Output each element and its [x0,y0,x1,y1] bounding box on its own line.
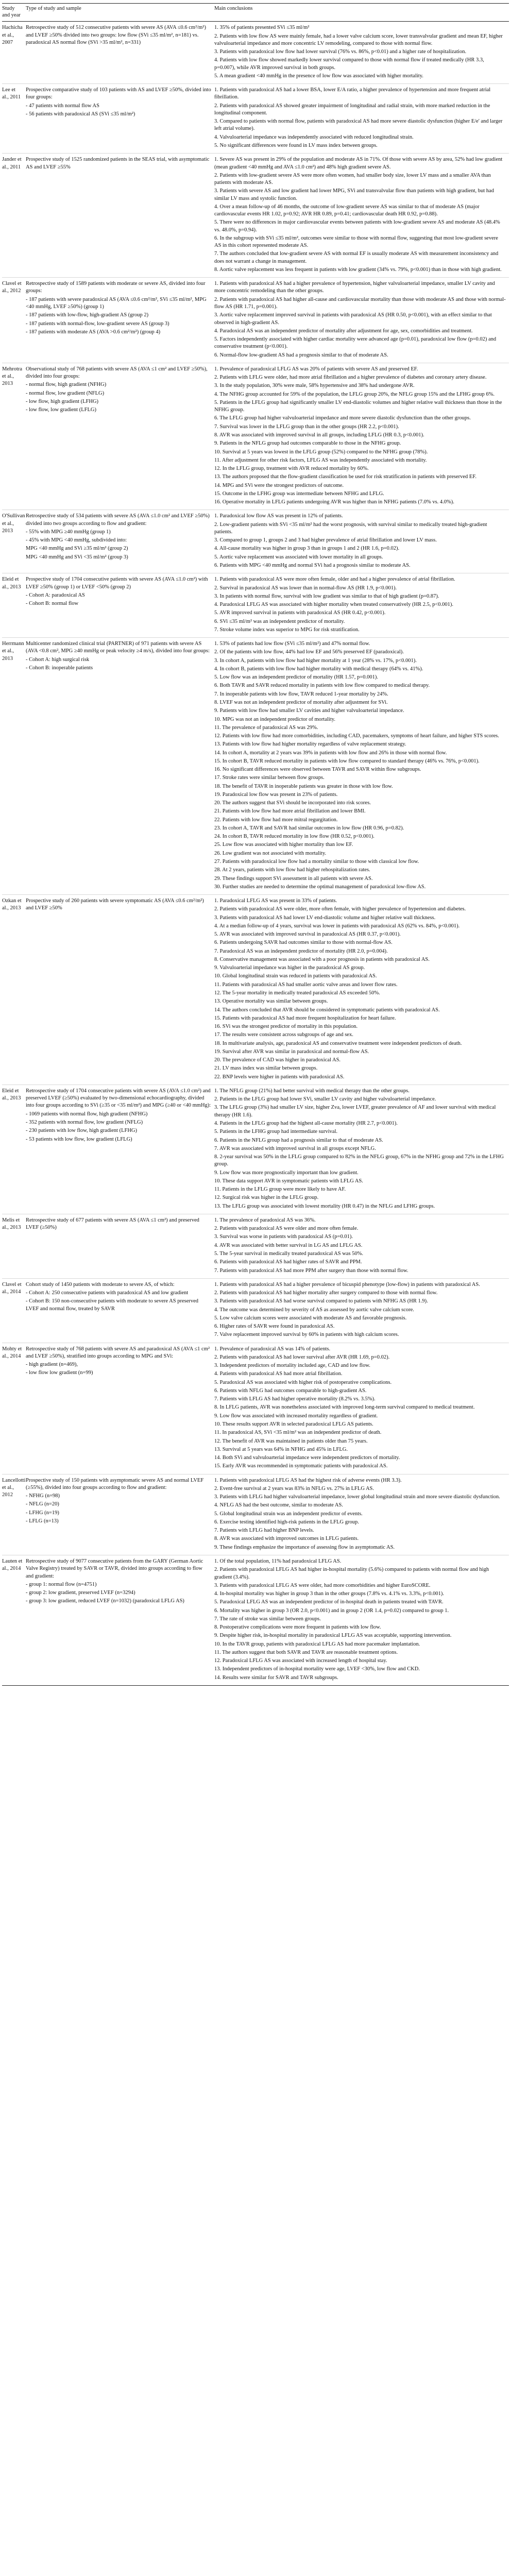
conclusion-item: 8. In LFLG patients, AVR was nonetheless associated with improved long-term survival compared to medical treatment. [214,1404,475,1411]
study-citation: Lee et al., 2011 [2,84,26,154]
study-design [26,1214,214,1278]
design-line: Prospective comparative study of 103 patients with AS and LVEF ≥50%, divided into four groups: [26,87,211,100]
study-citation: Clavel et al., 2012 [2,278,26,363]
study-conclusions [214,895,509,1085]
study-citation: Lancellotti et al., 2012 [2,1474,26,1555]
conclusion-item: 12. Paradoxical LFLG AS was associated with increased length of hospital stay. [214,1658,387,1664]
design-line: Retrospective study of 1589 patients with moderate or severe AS, divided into four groups: [26,281,206,294]
conclusion-item: 11. Patients in the LFLG group were more likely to have AF. [214,1187,346,1193]
conclusion-item: 7. In inoperable patients with low flow, TAVR reduced 1-year mortality by 24%. [214,691,388,697]
conclusion-item: 3. The LFLG group (3%) had smaller LV size, higher Zva, lower LVEF, greater prevalence of AF and lower survival with medical therapy (HR 1.6). [214,1105,496,1118]
conclusion-item: 9. Low flow was associated with increased mortality regardless of gradient. [214,1413,378,1419]
study-conclusions [214,1343,509,1474]
conclusion-item: 9. Valvuloarterial impedance was higher in the paradoxical AS group. [214,965,365,971]
design-line: - group 3: low gradient, reduced LVEF (n=1032) (paradoxical LFLG AS) [26,1598,184,1604]
design-line: - Cohort A: high surgical risk [26,656,90,663]
conclusion-item: 4. Patients with low flow showed markedly lower survival compared to those with normal flow if treated medically (HR 3.3, p=0.007), while AVR improved survival in both groups. [214,57,484,71]
design-line: MPG <40 mmHg and SVi ≥35 ml/m² (group 2) [26,546,128,552]
conclusion-item: 6. Patients with NFLG had outcomes comparable to high-gradient AS. [214,1387,367,1394]
study-design [26,1278,214,1343]
study-citation: Jander et al., 2011 [2,154,26,278]
header-type: Type of study and sample [26,4,214,22]
conclusion-item: 13. Survival at 5 years was 64% in NFHG and 45% in LFLG. [214,1446,348,1452]
design-line: Retrospective study of 677 patients with severe AS (AVA ≤1 cm²) and preserved LVEF (≥50%) [26,1217,199,1231]
design-line: - low flow, low gradient (LFLG) [26,407,96,413]
conclusion-item: 7. Patients with paradoxical AS had more PPM after surgery than those with normal flow. [214,1267,408,1274]
conclusion-item: 1. Patients with paradoxical AS had a lower BSA, lower E/A ratio, a higher prevalence of hypertension and more frequent atrial fibrillation. [214,87,491,100]
conclusion-item: 17. The results were consistent across subgroups of age and sex. [214,1032,353,1038]
study-design [26,1343,214,1474]
study-conclusions [214,1214,509,1278]
conclusion-item: 4. All-cause mortality was higher in group 3 than in groups 1 and 2 (HR 1.6, p=0.02). [214,546,400,552]
table-row [2,895,509,1085]
study-design [26,278,214,363]
conclusion-item: 5. Low flow was an independent predictor of mortality (HR 1.57, p=0.001). [214,674,378,681]
study-conclusions [214,22,509,84]
conclusion-item: 19. Survival after AVR was similar in paradoxical and normal-flow AS. [214,1048,369,1055]
design-line: - 45% with MPG <40 mmHg, subdivided into: [26,537,127,544]
conclusion-item: 3. In the study population, 30% were male, 58% hypertensive and 38% had undergone AVR. [214,383,415,389]
conclusion-item: 5. AVR improved survival in patients with paradoxical AS (HR 0.42, p<0.001). [214,610,386,616]
conclusion-item: 7. Valve replacement improved survival by 60% in patients with high calcium scores. [214,1332,399,1338]
conclusion-item: 12. In the LFLG group, treatment with AVR reduced mortality by 60%. [214,466,369,472]
conclusion-item: 10. Global longitudinal strain was reduced in patients with paradoxical AS. [214,973,377,979]
conclusion-item: 10. MPG was not an independent predictor of mortality. [214,716,335,722]
header-study: Study and year [2,4,26,22]
design-line: Cohort study of 1450 patients with moderate to severe AS, of which: [26,1281,175,1287]
conclusion-item: 7. The rate of stroke was similar between groups. [214,1616,321,1622]
conclusion-item: 5. Paradoxical AS was associated with higher risk of postoperative complications. [214,1379,392,1385]
conclusion-item: 14. Both SVi and valvuloarterial impedance were independent predictors of mortality. [214,1455,400,1461]
conclusion-item: 5. A mean gradient <40 mmHg in the presence of low flow was associated with higher mortality. [214,73,423,79]
conclusion-item: 10. In the TAVR group, patients with paradoxical LFLG AS had more pacemaker implantation. [214,1641,420,1647]
design-line: Prospective study of 1704 consecutive patients with severe AS (AVA ≤1.0 cm²) with LVEF ≥50% (group 1) or LVEF <50% (group 2) [26,577,208,590]
conclusion-item: 1. 35% of patients presented SVi ≤35 ml/m² [214,25,310,31]
design-line: - 55% with MPG ≥40 mmHg (group 1) [26,529,111,535]
conclusion-item: 1. Paradoxical low flow AS was present in 12% of patients. [214,513,343,519]
conclusion-item: 6. Mortality was higher in group 3 (OR 2.0, p<0.001) and in group 2 (OR 1.4, p=0.02) compared to group 1. [214,1607,449,1614]
conclusion-item: 9. Patients in the NFLG group had outcomes comparable to those in the NFHG group. [214,440,401,447]
conclusion-item: 14. The authors concluded that AVR should be considered in symptomatic patients with paradoxical AS. [214,1007,440,1013]
conclusion-item: 9. These findings emphasize the importance of assessing flow in asymptomatic AS. [214,1544,395,1550]
study-conclusions [214,638,509,895]
design-line: Retrospective study of 534 patients with severe AS (AVA ≤1.0 cm² and LVEF ≥50%) divided into two groups according to flow and gradient: [26,513,210,527]
design-line: - 56 patients with paradoxical AS (SVi ≤35 ml/m²) [26,111,135,117]
conclusion-item: 2. Patients in the LFLG group had lower SVi, smaller LV cavity and higher valvuloarterial impedance. [214,1096,436,1103]
conclusion-item: 30. Further studies are needed to determine the optimal management of paradoxical low-flow AS. [214,884,426,890]
study-citation: Mehrotra et al., 2013 [2,363,26,510]
conclusion-item: 5. Paradoxical LFLG AS was an independent predictor of in-hospital death in patients treated with TAVR. [214,1599,444,1605]
study-citation: Ozkan et al., 2013 [2,895,26,1085]
design-line: - Cohort A: 250 consecutive patients with paradoxical AS and low gradient [26,1290,189,1296]
conclusion-item: 26. Low gradient was not associated with mortality. [214,850,327,856]
conclusion-item: 1. Severe AS was present in 29% of the population and moderate AS in 71%. Of those with severe AS by area, 52% had low gradient (mean gradient <40 mmHg and AVA ≤1.0 cm²) and 48% high gradient severe AS. [214,157,503,170]
conclusion-item: 1. The prevalence of paradoxical AS was 36%. [214,1217,316,1223]
conclusion-item: 7. Patients with LFLG AS had higher operative mortality (8.2% vs. 3.5%). [214,1396,376,1402]
table-row [2,510,509,573]
conclusion-item: 4. At a median follow-up of 4 years, survival was lower in patients with paradoxical AS (62% vs. 84%, p<0.001). [214,923,460,929]
table-row [2,1343,509,1474]
conclusion-item: 16. Operative mortality in LFLG patients undergoing AVR was higher than in NFHG patients (7.0% vs. 4.0%). [214,499,454,505]
conclusion-item: 20. The prevalence of CAD was higher in paradoxical AS. [214,1057,341,1063]
conclusion-item: 8. 2-year survival was 50% in the LFLG group compared to 82% in the NFLG group, 67% in the NFHG group and 72% in the LFHG group. [214,1154,504,1167]
conclusion-item: 2. Patients with low-gradient severe AS were more often women, had smaller body size, lower LV mass and a smaller AVA than patients with moderate AS. [214,172,491,186]
conclusion-item: 8. LVEF was not an independent predictor of mortality after adjustment for SVi. [214,699,388,705]
conclusion-item: 5. Low valve calcium scores were associated with moderate AS and favorable prognosis. [214,1315,407,1321]
design-line: Multicenter randomized clinical trial (PARTNER) of 971 patients with severe AS (AVA <0.8 cm², MPG ≥40 mmHg or peak velocity ≥4 m/s), divided into four groups: [26,641,210,654]
conclusion-item: 3. Patients with paradoxical AS had worse survival compared to patients with NFHG AS (HR 1.9). [214,1298,428,1304]
conclusion-item: 2. Event-free survival at 2 years was 83% in NFLG vs. 27% in LFLG AS. [214,1485,374,1492]
study-citation: Eleid et al., 2013 [2,573,26,638]
study-conclusions [214,363,509,510]
design-line: Prospective study of 260 patients with severe symptomatic AS (AVA ≤0.6 cm²/m²) and LVEF ≥50% [26,898,204,911]
conclusion-item: 5. AVR was associated with improved survival in paradoxical AS (HR 0.37, p<0.001). [214,931,401,938]
conclusion-item: 1. 53% of patients had low flow (SVi ≤35 ml/m²) and 47% normal flow. [214,641,370,647]
study-design [26,510,214,573]
design-line: Retrospective study of 512 consecutive patients with severe AS (AVA ≤0.6 cm²/m²) and LVEF ≥50% divided into two groups: low flow (SVi ≤35 ml/m², n=181) vs. paradoxical AS normal flow (SVi >35 ml/m², n=331) [26,25,206,45]
conclusion-item: 28. At 2 years, patients with low flow had higher rehospitalization rates. [214,867,370,873]
conclusion-item: 12. Patients with low flow had more comorbidities, including CAD, pacemakers, symptoms of heart failure, and higher STS scores. [214,733,499,739]
conclusion-item: 7. Paradoxical AS was an independent predictor of mortality (HR 2.0, p=0.004). [214,948,388,954]
table-row [2,1555,509,1686]
study-citation: Mohty et al., 2014 [2,1343,26,1474]
conclusion-item: 11. After adjustment for other risk factors, LFLG AS was independently associated with mortality. [214,457,427,463]
conclusion-item: 12. The benefit of AVR was maintained in patients older than 75 years. [214,1438,368,1444]
design-line: - NFLG (n=20) [26,1501,59,1507]
study-design [26,84,214,154]
conclusion-item: 6. Both TAVR and SAVR reduced mortality in patients with low flow compared to medical therapy. [214,683,430,689]
conclusion-item: 6. Higher rates of SAVR were found in paradoxical AS. [214,1324,335,1330]
conclusion-item: 14. MPG and SVi were the strongest predictors of outcome. [214,482,344,488]
conclusion-item: 10. These data support AVR in symptomatic patients with LFLG AS. [214,1178,363,1184]
conclusion-item: 11. Patients with paradoxical AS had smaller aortic valve areas and lower flow rates. [214,981,398,988]
conclusion-item: 7. Patients with LFLG had higher BNP levels. [214,1528,314,1534]
study-design [26,1474,214,1555]
conclusion-item: 7. Stroke volume index was superior to MPG for risk stratification. [214,626,360,633]
conclusion-item: 2. Of the patients with low flow, 44% had low EF and 56% preserved EF (paradoxical). [214,649,404,655]
conclusion-item: 13. The LFLG group was associated with lowest mortality (HR 0.47) in the NFLG and LFHG groups. [214,1203,435,1209]
conclusion-item: 13. Independent predictors of in-hospital mortality were age, LVEF <30%, low flow and CKD. [214,1666,420,1672]
conclusion-item: 22. Patients with low flow had more mitral regurgitation. [214,817,338,823]
design-line: Retrospective study of 768 patients with severe AS and paradoxical AS (AVA ≤1 cm² and LVEF ≥50%), stratified into groups according to MPG and SVi: [26,1346,210,1359]
design-line: - Cohort B: inoperable patients [26,665,93,671]
conclusion-item: 1. Of the total population, 11% had paradoxical LFLG AS. [214,1558,342,1564]
conclusion-item: 19. Paradoxical low flow was present in 23% of patients. [214,791,338,798]
design-line: - normal flow, low gradient (NFLG) [26,390,105,396]
conclusion-item: 7. The authors concluded that low-gradient severe AS with normal EF is usually moderate AS with measurement inconsistency and does not warrant a change in management. [214,251,499,264]
design-line: - 187 patients with low-flow, high-gradient AS (group 2) [26,312,149,318]
conclusion-item: 13. Operative mortality was similar between groups. [214,998,328,1005]
table-row [2,84,509,154]
table-body [2,22,509,1686]
conclusion-item: 4. Patients in the LFLG group had the highest all-cause mortality (HR 2.7, p<0.001). [214,1120,398,1126]
conclusion-item: 2. Low-gradient patients with SVi <35 ml/m² had the worst prognosis, with survival similar to medically treated high-gradient patients. [214,521,487,535]
conclusion-item: 7. AVR was associated with improved survival in all groups except NFLG. [214,1145,376,1151]
conclusion-item: 15. Outcome in the LFHG group was intermediate between NFHG and LFLG. [214,490,384,497]
study-design [26,573,214,638]
conclusion-item: 6. Patients in the NFLG group had a prognosis similar to that of moderate AS. [214,1137,383,1143]
conclusion-item: 3. In cohort A, patients with low flow had higher mortality at 1 year (28% vs. 17%, p<0.001). [214,657,417,664]
study-conclusions [214,573,509,638]
design-line: - normal flow, high gradient (NFHG) [26,382,107,388]
conclusion-item: 6. The LFLG group had higher valvuloarterial impedance and more severe diastolic dysfunction than the other groups. [214,415,471,421]
conclusion-item: 3. Aortic valve replacement improved survival in patients with paradoxical AS (HR 0.50, p<0.001), with an effect similar to that observed in high-gradient AS. [214,312,492,326]
conclusion-item: 8. AVR was associated with improved outcomes in LFLG patients. [214,1536,359,1542]
study-citation: Clavel et al., 2014 [2,1278,26,1343]
conclusion-item: 3. In patients with normal flow, survival with low gradient was similar to that of high gradient (p=0.87). [214,593,439,599]
conclusion-item: 1. Patients with paradoxical AS were more often female, older and had a higher prevalence of atrial fibrillation. [214,577,455,583]
conclusion-item: 4. In cohort B, patients with low flow had higher mortality with medical therapy (64% vs. 41%). [214,666,423,672]
design-line: - group 1: normal flow (n=4751) [26,1581,97,1587]
study-citation: Hachicha et al., 2007 [2,22,26,84]
design-line: - Cohort A: paradoxical AS [26,592,85,598]
conclusion-item: 4. AVR was associated with better survival in LG AS and LFLG AS. [214,1242,363,1248]
conclusion-item: 1. Patients with paradoxical AS had a higher prevalence of hypertension, higher valvuloarterial impedance, smaller LV cavity and more concentric remodeling than the other groups. [214,281,495,294]
conclusion-item: 2. Patients with paradoxical LFLG AS had higher in-hospital mortality (5.6%) compared to patients with normal flow and high gradient (3.4%). [214,1567,489,1580]
design-line: - LFHG (n=19) [26,1510,59,1516]
table-row [2,278,509,363]
conclusion-item: 3. Patients with paradoxical low flow had lower survival (76% vs. 86%, p<0.01) and a higher rate of hospitalization. [214,49,467,55]
study-design [26,638,214,895]
design-line: - Cohort B: 150 non-consecutive patients with moderate to severe AS preserved LVEF and normal flow, treated by SAVR [26,1298,199,1312]
conclusion-item: 6. Patients undergoing SAVR had outcomes similar to those with normal-flow AS. [214,940,393,946]
conclusion-item: 10. Survival at 5 years was lowest in the LFLG group (52%) compared to the NFHG group (78%). [214,449,428,455]
conclusion-item: 6. Patients with paradoxical AS had higher rates of SAVR and PPM. [214,1259,362,1265]
conclusion-item: 11. The authors suggest that both SAVR and TAVR are reasonable treatment options. [214,1649,398,1655]
design-line: - low flow low gradient (n=99) [26,1370,93,1376]
conclusion-item: 4. In-hospital mortality was higher in group 3 than in the other groups (7.8% vs. 4.1% vs. 3.3%, p<0.001). [214,1591,444,1597]
study-conclusions [214,1555,509,1686]
conclusion-item: 8. AVR was associated with improved survival in all groups, including LFLG (HR 0.3, p<0.001). [214,432,424,438]
design-line: - 187 patients with moderate AS (AVA >0.6 cm²/m²) (group 4) [26,329,161,335]
conclusion-item: 22. BNP levels were higher in patients with paradoxical AS. [214,1074,345,1080]
conclusion-item: 4. The NFHG group accounted for 59% of the population, the LFLG group 20%, the NFLG group 15% and the LFHG group 6%. [214,391,495,397]
conclusion-item: 3. Patients with LFLG had higher valvuloarterial impedance, lower global longitudinal strain and more severe diastolic dysfunction. [214,1494,500,1500]
study-design [26,154,214,278]
study-citation: Herrmann et al., 2013 [2,638,26,895]
conclusion-item: 1. Patients with paradoxical AS had a higher prevalence of bicuspid phenotype (low-flow) in patients with paradoxical AS. [214,1281,480,1287]
conclusion-item: 2. Patients with paradoxical AS were older, more often female, with higher prevalence of hypertension and diabetes. [214,906,466,912]
design-line: MPG <40 mmHg and SVi <35 ml/m² (group 3) [26,554,128,560]
study-design [26,1555,214,1686]
table-row [2,1474,509,1555]
conclusion-item: 3. Patients with paradoxical LFLG AS were older, had more comorbidities and higher EuroSCORE. [214,1582,431,1588]
conclusion-item: 2. Patients with LFLG were older, had more atrial fibrillation and a higher prevalence of diabetes and coronary artery disease. [214,375,487,381]
design-line: - 187 patients with normal-flow, low-gradient severe AS (group 3) [26,320,169,327]
study-conclusions [214,510,509,573]
design-line: - 1069 patients with normal flow, high gradient (NFHG) [26,1111,148,1117]
conclusion-item: 12. The 5-year mortality in medically treated paradoxical AS exceeded 50%. [214,990,380,996]
conclusion-item: 2. Survival in paradoxical AS was lower than in normal-flow AS (HR 1.9, p<0.001). [214,585,397,591]
conclusion-item: 3. Patients with paradoxical AS had lower LV end-diastolic volume and higher relative wall thickness. [214,914,436,921]
conclusion-item: 27. Patients with paradoxical low flow had a mortality similar to those with classical low flow. [214,859,419,865]
conclusion-item: 17. Stroke rates were similar between flow groups. [214,775,325,781]
conclusion-item: 16. SVi was the strongest predictor of mortality in this population. [214,1024,358,1030]
conclusion-item: 2. Patients with paradoxical AS had higher all-cause and cardiovascular mortality than those with moderate AS and those with normal-flow AS (HR 1.71, p=0.001). [214,296,506,310]
conclusion-item: 6. Patients with MPG <40 mmHg and normal SVi had a prognosis similar to moderate AS. [214,562,411,568]
study-citation: Eleid et al., 2013 [2,1084,26,1214]
conclusion-item: 23. In cohort A, TAVR and SAVR had similar outcomes in low flow (HR 0.96, p=0.82). [214,825,404,831]
table-row [2,22,509,84]
design-line: - 352 patients with normal flow, low gradient (NFLG) [26,1119,143,1125]
conclusion-item: 5. No significant differences were found in LV mass index between groups. [214,142,378,148]
table-row [2,363,509,510]
conclusion-item: 6. Exercise testing identified high-risk patients in the LFLG group. [214,1519,359,1525]
conclusion-item: 21. Patients with low flow had more atrial fibrillation and lower BMI. [214,808,366,815]
conclusion-item: 11. The prevalence of paradoxical AS was 29%. [214,724,318,731]
header-conclusions: Main conclusions [214,4,509,22]
conclusion-item: 5. Global longitudinal strain was an independent predictor of events. [214,1511,363,1517]
design-line: Retrospective study of 1704 consecutive patients with severe AS (AVA ≤1.0 cm²) and preserved LVEF (≥50%) evaluated by two-dimensional echocardiography, divided into four groups according to SVi (≥35 or <35 ml/m²) and MPG (≥40 or <40 mmHg): [26,1088,211,1109]
conclusion-item: 20. The authors suggest that SVi should be incorporated into risk scores. [214,800,371,806]
study-conclusions [214,1474,509,1555]
table-row [2,154,509,278]
study-conclusions [214,84,509,154]
table-row [2,573,509,638]
conclusion-item: 1. The NFLG group (21%) had better survival with medical therapy than the other groups. [214,1088,410,1094]
conclusion-item: 29. These findings support SVi assessment in all patients with severe AS. [214,875,373,882]
conclusion-item: 6. SVi ≤35 ml/m² was an independent predictor of mortality. [214,618,345,624]
conclusion-item: 1. Paradoxical LFLG AS was present in 33% of patients. [214,898,337,904]
conclusion-item: 12. Surgical risk was higher in the LFLG group. [214,1195,319,1201]
conclusion-item: 5. Patients in the LFLG group had significantly smaller LV end-diastolic volumes and higher relative wall thickness than those in the NFHG group. [214,399,502,413]
design-line: - group 2: low gradient, preserved LVEF (n=3294) [26,1590,135,1596]
conclusion-item: 14. Results were similar for SAVR and TAVR subgroups. [214,1674,338,1681]
conclusion-item: 15. In cohort B, TAVR reduced mortality in patients with low flow compared to standard therapy (46% vs. 76%, p<0.001). [214,758,480,764]
conclusion-item: 2. Patients with paradoxical AS had lower survival after AVR (HR 1.69, p=0.02). [214,1354,390,1360]
conclusion-item: 2. Patients with paradoxical AS had higher mortality after surgery compared to those with normal flow. [214,1290,438,1296]
conclusion-item: 1. Prevalence of paradoxical LFLG AS was 20% of patients with severe AS and preserved EF. [214,366,418,372]
conclusion-item: 6. Normal-flow low-gradient AS had a prognosis similar to that of moderate AS. [214,352,388,358]
study-conclusions [214,278,509,363]
conclusion-item: 25. Low flow was associated with higher mortality than low EF. [214,842,353,848]
conclusion-item: 2. Patients with paradoxical AS showed greater impairment of longitudinal and radial strain, with more marked reduction in the longitudinal component. [214,103,490,116]
design-line: - NFHG (n=98) [26,1493,60,1499]
conclusion-item: 4. Paradoxical LFLG AS was associated with higher mortality when treated conservatively (HR 2.5, p<0.001). [214,602,454,608]
conclusion-item: 13. Patients with low flow had higher mortality regardless of valve replacement strategy. [214,741,406,748]
conclusion-item: 4. Paradoxical AS was an independent predictor of mortality after adjustment for age, sex, comorbidities and treatment. [214,328,473,334]
conclusion-item: 5. The 5-year survival in medically treated paradoxical AS was 50%. [214,1250,364,1257]
study-design [26,363,214,510]
design-line: - LFLG (n=13) [26,1518,59,1524]
conclusion-item: 2. Patients with paradoxical AS were older and more often female. [214,1226,359,1232]
conclusion-item: 9. Despite higher risk, in-hospital mortality in paradoxical LFLG AS was acceptable, supporting intervention. [214,1633,452,1639]
conclusion-item: 18. The benefit of TAVR in inoperable patients was greater in those with low flow. [214,783,393,789]
conclusion-item: 5. Patients in the LFHG group had intermediate survival. [214,1129,338,1135]
table-row [2,1214,509,1278]
conclusion-item: 4. Over a mean follow-up of 46 months, the outcome of low-gradient severe AS was similar to that of moderate AS (major cardiovascular events HR 1.02, p=0.92; AVR HR 0.89, p=0.41; cardiovascular death HR 0.92, p=0.88). [214,204,480,217]
conclusion-item: 1. Prevalence of paradoxical AS was 14% of patients. [214,1346,331,1352]
conclusion-item: 10. These results support AVR in selected paradoxical LFLG AS patients. [214,1421,373,1428]
conclusion-item: 14. In cohort A, mortality at 2 years was 39% in patients with low flow and 26% in those with normal flow. [214,750,447,756]
study-citation: Melis et al., 2013 [2,1214,26,1278]
conclusion-item: 16. No significant differences were observed between TAVR and SAVR within flow subgroups. [214,767,421,773]
conclusion-item: 3. Survival was worse in patients with paradoxical AS (p=0.01). [214,1234,353,1240]
conclusion-item: 3. Compared to patients with normal flow, patients with paradoxical AS had more severe diastolic dysfunction (higher E/e' and larger left atrial volume). [214,118,503,132]
study-design [26,22,214,84]
design-line: Prospective study of 150 patients with asymptomatic severe AS and normal LVEF (≥55%), divided into four groups according to flow and gradient: [26,1477,204,1490]
conclusion-item: 15. Early AVR was recommended in symptomatic patients with paradoxical AS. [214,1463,388,1469]
design-line: - 230 patients with low flow, high gradient (LFHG) [26,1128,137,1134]
conclusion-item: 8. Conservative management was associated with a poor prognosis in patients with paradoxical AS. [214,956,430,962]
design-line: - high gradient (n=469), [26,1362,78,1368]
conclusion-item: 13. The authors proposed that the flow-gradient classification be used for risk stratification in patients with preserved EF. [214,474,476,480]
table-row [2,1084,509,1214]
design-line: - Cohort B: normal flow [26,601,79,607]
study-conclusions [214,154,509,278]
conclusion-item: 21. LV mass index was similar between groups. [214,1065,318,1072]
design-line: Observational study of 768 patients with severe AS (AVA ≤1 cm² and LVEF ≥50%), divided into four groups: [26,366,208,380]
conclusion-item: 11. In paradoxical AS, SVi <35 ml/m² was an independent predictor of death. [214,1430,382,1436]
study-design [26,895,214,1085]
design-line: Prospective study of 1525 randomized patients in the SEAS trial, with asymptomatic AS and LVEF ≥55% [26,157,210,170]
conclusion-item: 5. Aortic valve replacement was associated with lower mortality in all groups. [214,554,383,560]
design-line: - 187 patients with severe paradoxical AS (AVA ≤0.6 cm²/m², SVi ≤35 ml/m², MPG <40 mmHg, LVEF ≥50%) (group 1) [26,296,207,310]
study-citation: O'Sullivan et al., 2013 [2,510,26,573]
studies-table [2,3,509,1686]
conclusion-item: 15. Patients with paradoxical AS had more frequent hospitalization for heart failure. [214,1015,396,1021]
conclusion-item: 18. In multivariate analysis, age, paradoxical AS and conservative treatment were independent predictors of death. [214,1040,462,1046]
conclusion-item: 4. NFLG AS had the best outcome, similar to moderate AS. [214,1502,343,1509]
table-row [2,638,509,895]
conclusion-item: 3. Compared to group 1, groups 2 and 3 had higher prevalence of atrial fibrillation and lower LV mass. [214,537,437,544]
conclusion-item: 5. Factors independently associated with higher cardiac mortality were advanced age (p=0.01), paradoxical low flow (p=0.02) and conservative treatment (p<0.001). [214,336,497,350]
design-line: - 53 patients with low flow, low gradient (LFLG) [26,1136,132,1142]
conclusion-item: 3. Patients with severe AS and low gradient had lower MPG, SVi and transvalvular flow than patients with high gradient, but had similar LV mass and systolic function. [214,188,494,201]
conclusion-item: 9. Low flow was more prognostically important than low gradient. [214,1170,359,1176]
conclusion-item: 4. The outcome was determined by severity of AS as assessed by aortic valve calcium score. [214,1307,414,1313]
design-line: - low flow, high gradient (LFHG) [26,398,99,404]
table-row [2,1278,509,1343]
study-conclusions [214,1278,509,1343]
conclusion-item: 9. Patients with low flow had smaller LV cavities and higher valvuloarterial impedance. [214,708,404,714]
conclusion-item: 8. Aortic valve replacement was less frequent in patients with low gradient (34% vs. 79%, p<0.001) than in those with high gradient. [214,266,502,273]
conclusion-item: 1. Patients with paradoxical LFLG AS had the highest risk of adverse events (HR 3.3). [214,1477,402,1483]
table-header [2,4,509,22]
conclusion-item: 4. Patients with paradoxical AS had more atrial fibrillation. [214,1371,343,1377]
conclusion-item: 7. Survival was lower in the LFLG group than in the other groups (HR 2.2, p<0.001). [214,423,399,430]
study-conclusions [214,1084,509,1214]
conclusion-item: 6. In the subgroup with SVi ≤35 ml/m², outcomes were similar to those with normal flow, suggesting that most low-gradient severe AS in this cohort represented moderate AS. [214,235,498,249]
design-line: Retrospective study of 9077 consecutive patients from the GARY (German Aortic Valve Registry) treated by SAVR or TAVR, divided into groups according to flow and gradient: [26,1558,203,1579]
conclusion-item: 8. Postoperative complications were more frequent in patients with low flow. [214,1624,381,1631]
conclusion-item: 5. There were no differences in major cardiovascular events between patients with low-gradient severe AS and moderate AS (48.4% vs. 48.0%, p=0.94). [214,219,500,233]
study-citation: Lauten et al., 2014 [2,1555,26,1686]
conclusion-item: 4. Valvuloarterial impedance was independently associated with reduced longitudinal strain. [214,134,414,140]
study-design [26,1084,214,1214]
conclusion-item: 2. Patients with low flow AS were mainly female, had a lower valve calcium score, lower transvalvular gradient and mean EF, higher valvuloarterial impedance and more concentric LV remodeling, compared to those with normal flow. [214,33,503,46]
design-line: - 47 patients with normal flow AS [26,103,99,109]
conclusion-item: 24. In cohort B, TAVR reduced mortality in low flow (HR 0.52, p<0.001). [214,834,374,840]
conclusion-item: 3. Independent predictors of mortality included age, CAD and low flow. [214,1363,370,1369]
